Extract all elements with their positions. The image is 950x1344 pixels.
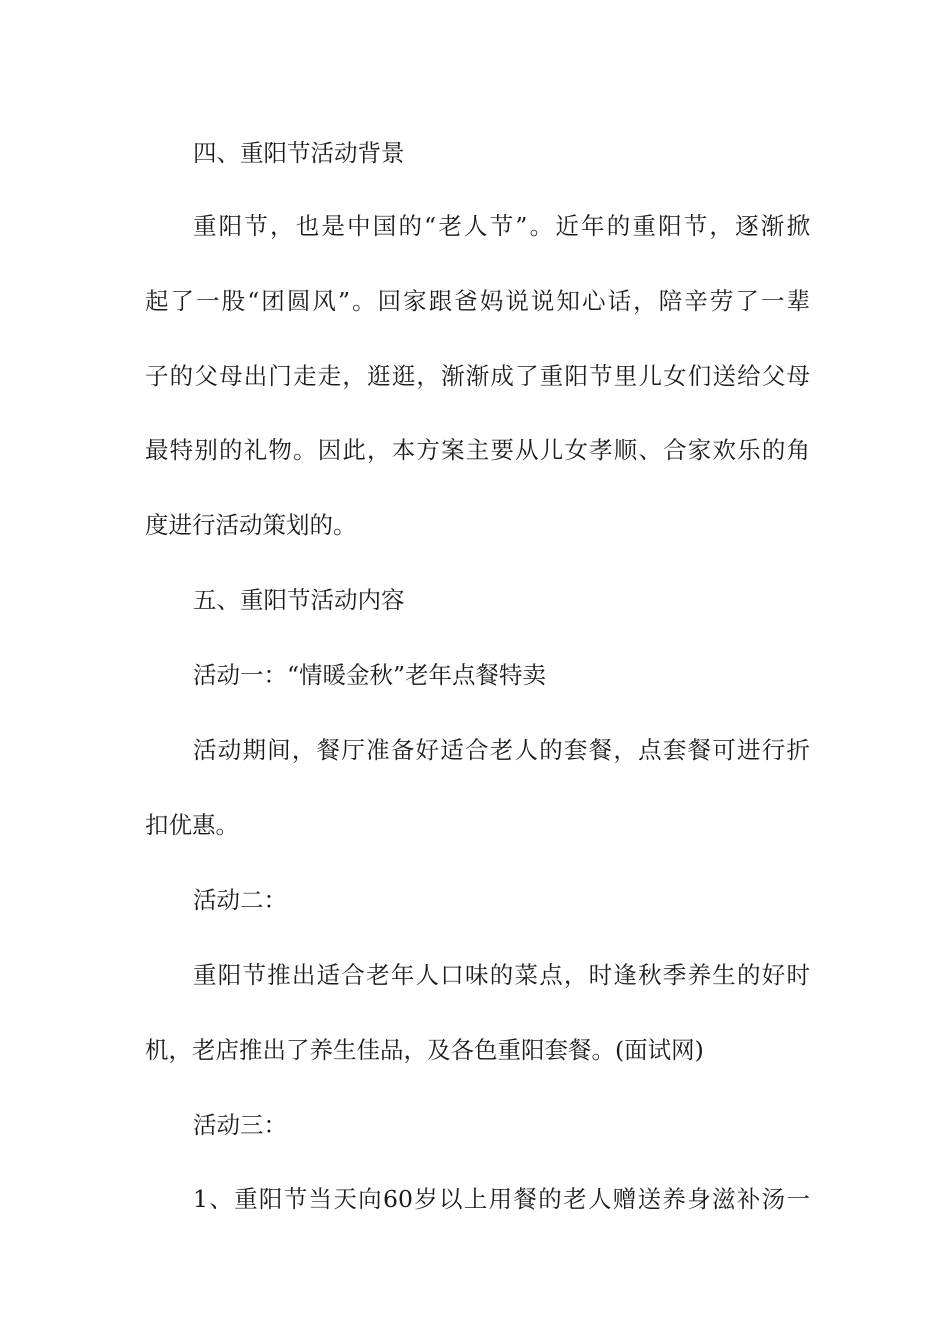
activity-heading-1: 活动一：“情暖金秋”老年点餐特卖 [193, 661, 547, 689]
paragraph-line: 扣优惠。 [145, 811, 239, 839]
paragraph-line: 子的父母出门走走，逛逛，渐渐成了重阳节里儿女们送给父母 [145, 362, 810, 390]
paragraph-line: 最特别的礼物。因此，本方案主要从儿女孝顺、合家欢乐的角 [145, 436, 810, 464]
paragraph-line: 活动期间，餐厅准备好适合老人的套餐，点套餐可进行折 [193, 736, 810, 764]
activity-heading-3: 活动三： [193, 1111, 287, 1139]
paragraph-line: 机，老店推出了养生佳品，及各色重阳套餐。(面试网) [145, 1036, 704, 1064]
paragraph-line: 起了一股“团圆风”。回家跟爸妈说说知心话，陪辛劳了一辈 [145, 287, 810, 315]
section-heading-background: 四、重阳节活动背景 [193, 139, 405, 167]
paragraph-line: 度进行活动策划的。 [145, 511, 357, 539]
paragraph-line: 1、重阳节当天向60岁以上用餐的老人赠送养身滋补汤一 [193, 1185, 810, 1213]
section-heading-content: 五、重阳节活动内容 [193, 586, 405, 614]
activity-heading-2: 活动二： [193, 886, 287, 914]
paragraph-line: 重阳节，也是中国的“老人节”。近年的重阳节，逐渐掀 [193, 212, 810, 240]
paragraph-line: 重阳节推出适合老年人口味的菜点，时逢秋季养生的好时 [193, 961, 810, 989]
